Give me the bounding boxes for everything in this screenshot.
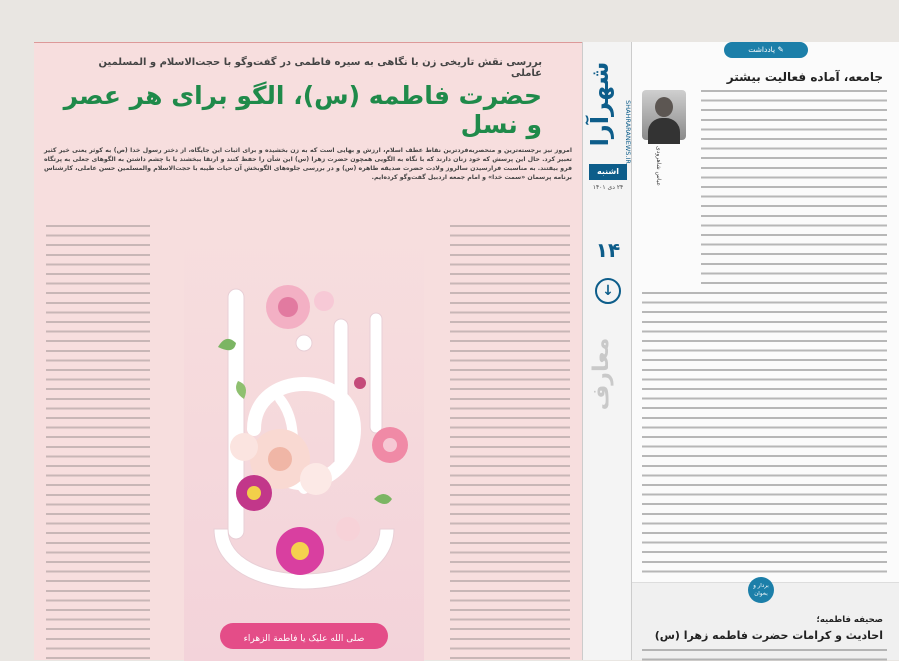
masthead-strip xyxy=(582,42,632,660)
hadith-body xyxy=(642,649,887,661)
issue-day: اشنبه xyxy=(589,164,627,180)
hadith-title: احادیث و کرامات حضرت فاطمه زهرا (س) xyxy=(654,629,883,642)
article-column-right xyxy=(450,225,570,661)
issue-date: ۲۴ دی ۱۴۰۱ xyxy=(592,184,624,191)
svg-text:SHAHRARANEWS.IR: SHAHRARANEWS.IR xyxy=(624,100,632,164)
note-body-bottom xyxy=(642,292,887,580)
side-column xyxy=(632,42,899,660)
author-avatar xyxy=(642,90,686,140)
note-title: جامعه، آماده فعالیت بیشتر xyxy=(726,70,883,84)
top-margin xyxy=(0,0,899,42)
note-body-top xyxy=(701,90,887,290)
svg-text:معارف: معارف xyxy=(589,337,614,411)
article-headline: حضرت فاطمه (س)، الگو برای هر عصر و نسل xyxy=(63,81,542,139)
article-column-left xyxy=(46,225,150,661)
author-box xyxy=(642,90,692,230)
note-tag-label: یادداشت xyxy=(748,45,776,54)
greeting-banner xyxy=(220,623,388,649)
hadith-box xyxy=(632,582,899,660)
arrow-down-icon: ↓ xyxy=(595,278,621,304)
pen-icon: ✎ xyxy=(775,45,784,54)
svg-text:شهرآرا: شهرآرا xyxy=(586,61,614,147)
article-kicker: بررسی نقش تاریخی زن با نگاهی به سیره فاطمی در گفت‌وگو با حجت‌الاسلام و المسلمین عاملی xyxy=(98,57,542,79)
author-caption xyxy=(642,146,702,226)
page-number: ۱۴ xyxy=(595,238,621,262)
main-article xyxy=(34,42,582,660)
hadith-tag: بردار و بخوان xyxy=(748,577,774,603)
note-tag xyxy=(724,42,808,58)
site-url xyxy=(621,62,631,202)
hadith-kicker: صحیفه فاطمیه؛ xyxy=(816,615,883,625)
svg-text:صلی الله علیک یا فاطمة الزهراء: صلی الله علیک یا فاطمة الزهراء xyxy=(243,634,365,644)
section-name xyxy=(588,314,628,434)
fatima-calligraphy-art xyxy=(184,229,424,661)
author-name: عباس شاهرودی xyxy=(655,146,662,187)
article-lede: امروز نیز برجسته‌ترین و منحصربه‌فردترین نقاط عطف اسلام، ارزش و بهایی است که به زن بخشیده و برای اثبات این جایگاه، از دختر رسول خدا (ص) به کوثر یعنی خیر کثیر تعبیر کرد. حال این پرسش که خود زنان دارند که با نگاه به الگویی همچون حضرت زهرا (س) این شأن را حفظ کنند و ارتقا ببخشند یا با چشم داشتن به الگوهای جعلی به پرتگاه فرو بیفتند. به مناسبت فرارسیدن سالروز ولادت حضرت صدیقه طاهره (س) و در بررسی جلوه‌های الگوبخش آن حیات طیبه با حجت‌الاسلام والمسلمین حسن عاملی، کارشناس برنامه پرسمان «سمت خدا» و امام جمعه اردبیل گفت‌وگو کرده‌ایم. xyxy=(44,147,572,181)
